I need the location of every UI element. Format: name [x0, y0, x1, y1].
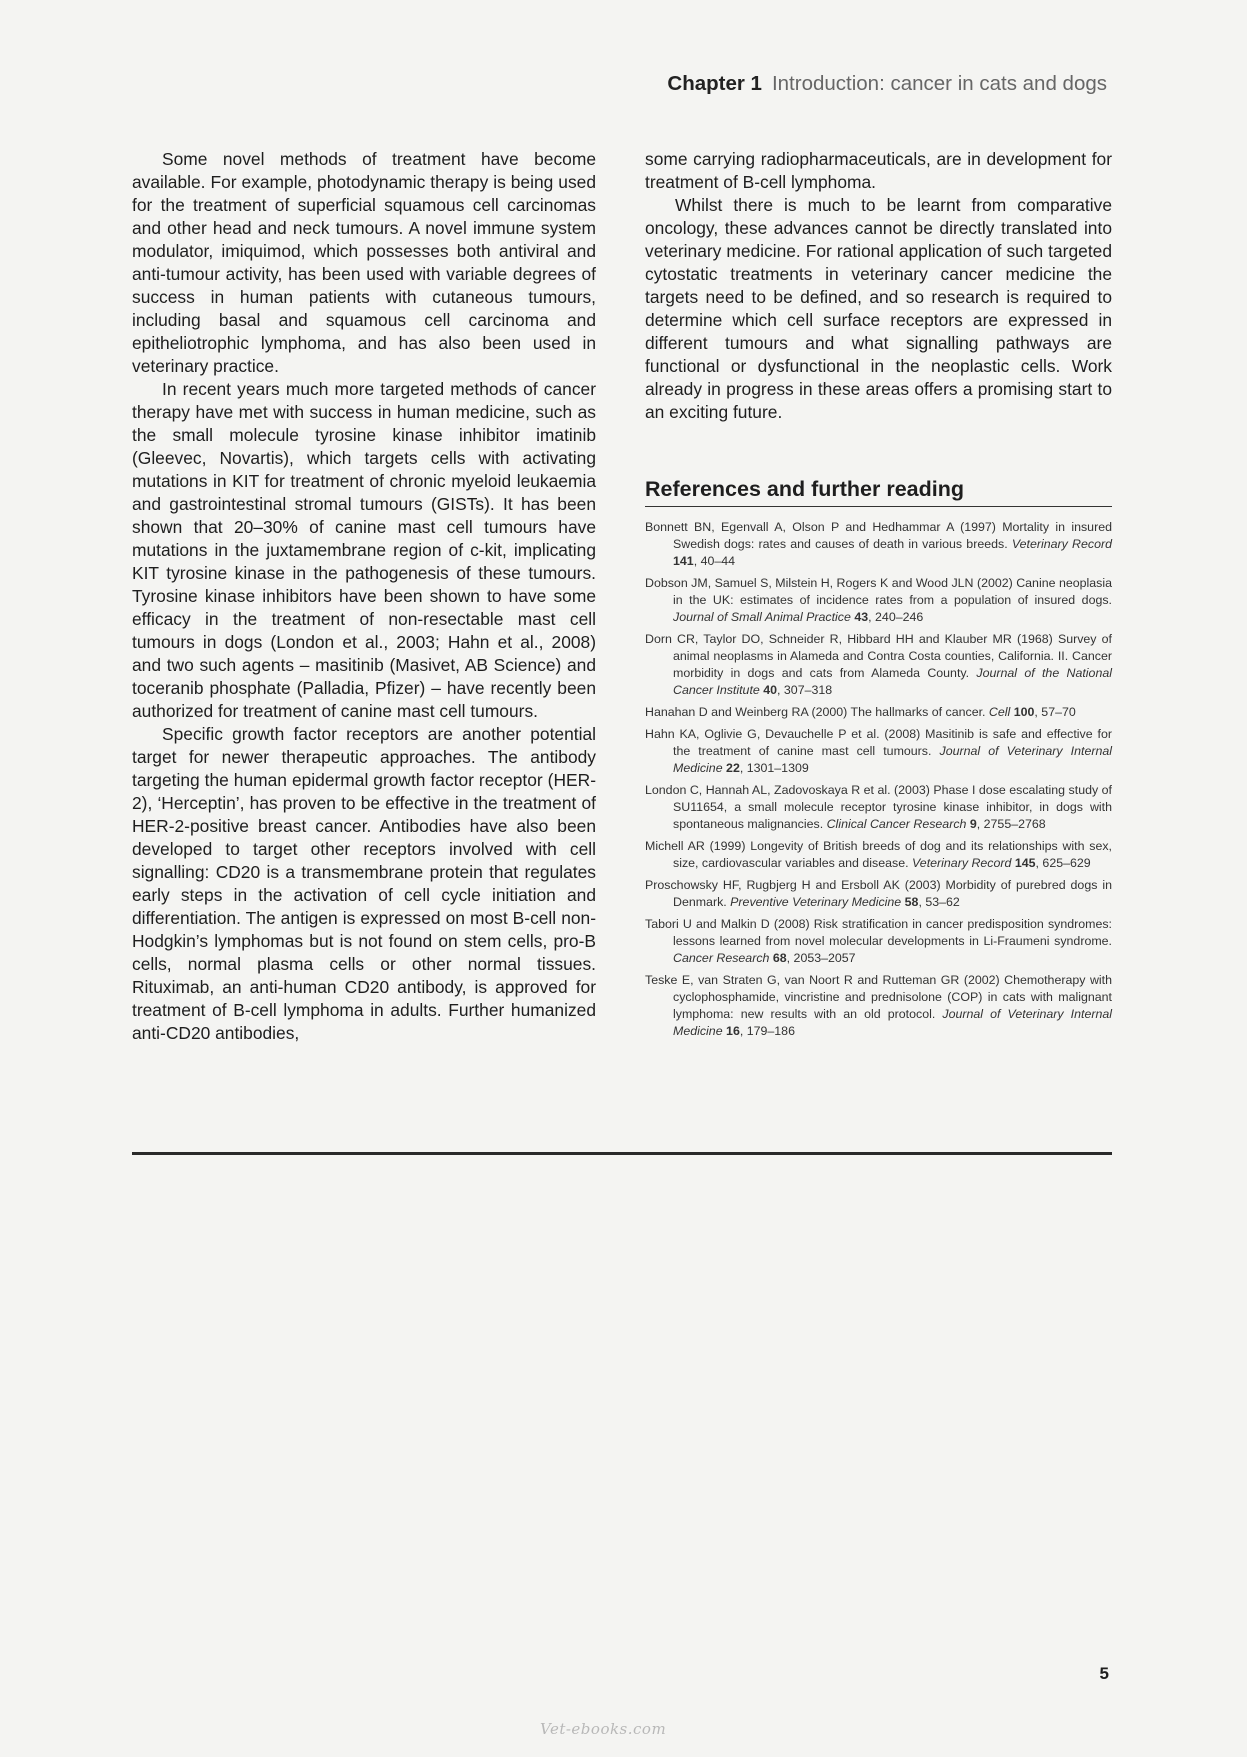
reference-pages: , 1301–1309 [739, 761, 809, 775]
reference-volume: 43 [854, 610, 869, 624]
reference-pages: , 307–318 [777, 683, 833, 697]
reference-journal: Clinical Cancer Research [826, 817, 967, 831]
reference-volume: 145 [1014, 856, 1036, 870]
reference-item [645, 838, 1112, 872]
references-heading: References and further reading [645, 476, 1112, 507]
reference-journal: Preventive Veterinary Medicine [730, 895, 902, 909]
reference-authors: Proschowsky HF, Rugbjerg H and Ersboll AK (2003) Morbidity of purebred dogs in Denmark. [645, 878, 1112, 909]
reference-authors: Teske E, van Straten G, van Noort R and Rutteman GR (2002) Chemotherapy with cyclophosphamide, vincristine and prednisolone (COP) in cats with malignant lymphoma: new results with an old protocol. [645, 973, 1112, 1021]
reference-authors: Dobson JM, Samuel S, Milstein H, Rogers K and Wood JLN (2002) Canine neoplasia in the UK: estimates of incidence rates from a population of insured dogs. [645, 576, 1112, 607]
chapter-label: Chapter 1 [667, 72, 762, 95]
text-block-end-rule [132, 1152, 1112, 1155]
reference-pages: , 57–70 [1034, 705, 1076, 719]
reference-journal: Journal of Veterinary Internal Medicine [673, 1007, 1112, 1038]
reference-pages: , 40–44 [693, 554, 736, 568]
reference-item [645, 782, 1112, 833]
body-paragraph: Specific growth factor receptors are another potential target for newer therapeutic approaches. The antibody targeting the human epidermal growth factor receptor (HER-2), ‘Herceptin’, has proven to be effective in the treatment of HER-2-positive breast cancer. Antibodies have also been developed to target other receptors involved with cell signalling: CD20 is a transmembrane protein that regulates early steps in the activation of cell cycle initiation and differentiation. The antigen is expressed on most B-cell non-Hodgkin’s lymphomas but is not found on stem cells, pro-B cells, normal plasma cells or other normal tissues. Rituximab, an anti-human CD20 antibody, is approved for treatment of B-cell lymphoma in adults. Further humanized anti-CD20 antibodies, [132, 724, 596, 1043]
reference-journal: Cancer Research [673, 951, 770, 965]
reference-item [645, 519, 1112, 570]
body-paragraph: Some novel methods of treatment have become available. For example, photodynamic therapy is being used for the treatment of superficial squamous cell carcinomas and other head and neck tumours. A novel immune system modulator, imiquimod, which possesses both antiviral and anti-tumour activity, has been used with variable degrees of success in human patients with cutaneous tumours, including basal and squamous cell carcinoma and epitheliotrophic lymphoma, and has also been used in veterinary practice. [132, 149, 596, 376]
reference-item [645, 916, 1112, 967]
reference-volume: 40 [763, 683, 778, 697]
reference-item [645, 704, 1112, 721]
reference-pages: , 179–186 [739, 1024, 795, 1038]
chapter-title: Introduction: cancer in cats and dogs [771, 72, 1107, 95]
reference-volume: 100 [1013, 705, 1035, 719]
reference-item [645, 972, 1112, 1040]
reference-list [645, 519, 1112, 1040]
reference-volume: 16 [726, 1024, 740, 1038]
reference-journal: Cell [988, 705, 1011, 719]
reference-authors: London C, Hannah AL, Zadovoskaya R et al. (2003) Phase I dose escalating study of SU11654, a small molecule receptor tyrosine kinase inhibitor, in dogs with spontaneous malignancies. [645, 783, 1112, 831]
reference-volume: 68 [772, 951, 787, 965]
reference-pages: , 2755–2768 [976, 817, 1046, 831]
reference-pages: , 625–629 [1035, 856, 1091, 870]
reference-journal: Journal of Small Animal Practice [673, 610, 851, 624]
reference-authors: Tabori U and Malkin D (2008) Risk stratification in cancer predisposition syndromes: lessons learned from novel molecular developments in Li-Fraumeni syndrome. [645, 917, 1112, 948]
reference-authors: Dorn CR, Taylor DO, Schneider R, Hibbard HH and Klauber MR (1968) Survey of animal neoplasms in Alameda and Contra Costa counties, California. II. Cancer morbidity in dogs and cats from Alameda County. [645, 632, 1112, 680]
reference-journal: Veterinary Record [1011, 537, 1112, 551]
page-number: 5 [1099, 1664, 1109, 1683]
reference-pages: , 2053–2057 [786, 951, 856, 965]
running-head [667, 72, 1107, 96]
reference-journal: Veterinary Record [912, 856, 1012, 870]
body-paragraph: In recent years much more targeted methods of cancer therapy have met with success in human medicine, such as the small molecule tyrosine kinase inhibitor imatinib (Gleevec, Novartis), which targets cells with activating mutations in KIT for treatment of chronic myeloid leukaemia and gastrointestinal stromal tumours (GISTs). It has been shown that 20–30% of canine mast cell tumours have mutations in the juxtamembrane region of c-kit, implicating KIT tyrosine kinase in the pathogenesis of these tumours. Tyrosine kinase inhibitors have been shown to have some efficacy in the treatment of non-resectable mast cell tumours in dogs (London et al., 2003; Hahn et al., 2008) and two such agents – masitinib (Masivet, AB Science) and toceranib phosphate (Palladia, Pfizer) – have recently been authorized for treatment of canine mast cell tumours. [132, 379, 596, 721]
left-column [132, 148, 596, 1045]
reference-journal: Journal of Veterinary Internal Medicine [673, 744, 1113, 775]
reference-volume: 22 [726, 761, 740, 775]
right-column [645, 148, 1112, 1045]
reference-item [645, 726, 1112, 777]
watermark: Vet-ebooks.com [540, 1720, 667, 1738]
reference-item [645, 575, 1112, 626]
reference-volume: 9 [969, 817, 977, 831]
reference-authors: Bonnett BN, Egenvall A, Olson P and Hedhammar A (1997) Mortality in insured Swedish dogs: rates and causes of death in various breeds. [645, 520, 1112, 551]
reference-pages: , 53–62 [918, 895, 960, 909]
reference-volume: 58 [904, 895, 919, 909]
reference-authors: Michell AR (1999) Longevity of British breeds of dog and its relationships with sex, size, cardiovascular variables and disease. [645, 839, 1112, 870]
reference-pages: , 240–246 [868, 610, 924, 624]
reference-authors: Hanahan D and Weinberg RA (2000) The hallmarks of cancer. [645, 705, 989, 719]
reference-volume: 141 [673, 554, 694, 568]
reference-item [645, 631, 1112, 699]
reference-authors: Hahn KA, Oglivie G, Devauchelle P et al. (2008) Masitinib is safe and effective for the treatment of canine mast cell tumours. [645, 727, 1112, 758]
reference-journal: Journal of the National Cancer Institute [673, 666, 1112, 697]
body-paragraph: Whilst there is much to be learnt from comparative oncology, these advances cannot be directly translated into veterinary medicine. For rational application of such targeted cytostatic treatments in veterinary cancer medicine the targets need to be defined, and so research is required to determine which cell surface receptors are expressed in different tumours and what signalling pathways are functional or dysfunctional in the neoplastic cells. Work already in progress in these areas offers a promising start to an exciting future. [645, 195, 1112, 422]
reference-item [645, 877, 1112, 911]
body-paragraph: some carrying radiopharmaceuticals, are in development for treatment of B-cell lymphoma. [645, 149, 1112, 192]
